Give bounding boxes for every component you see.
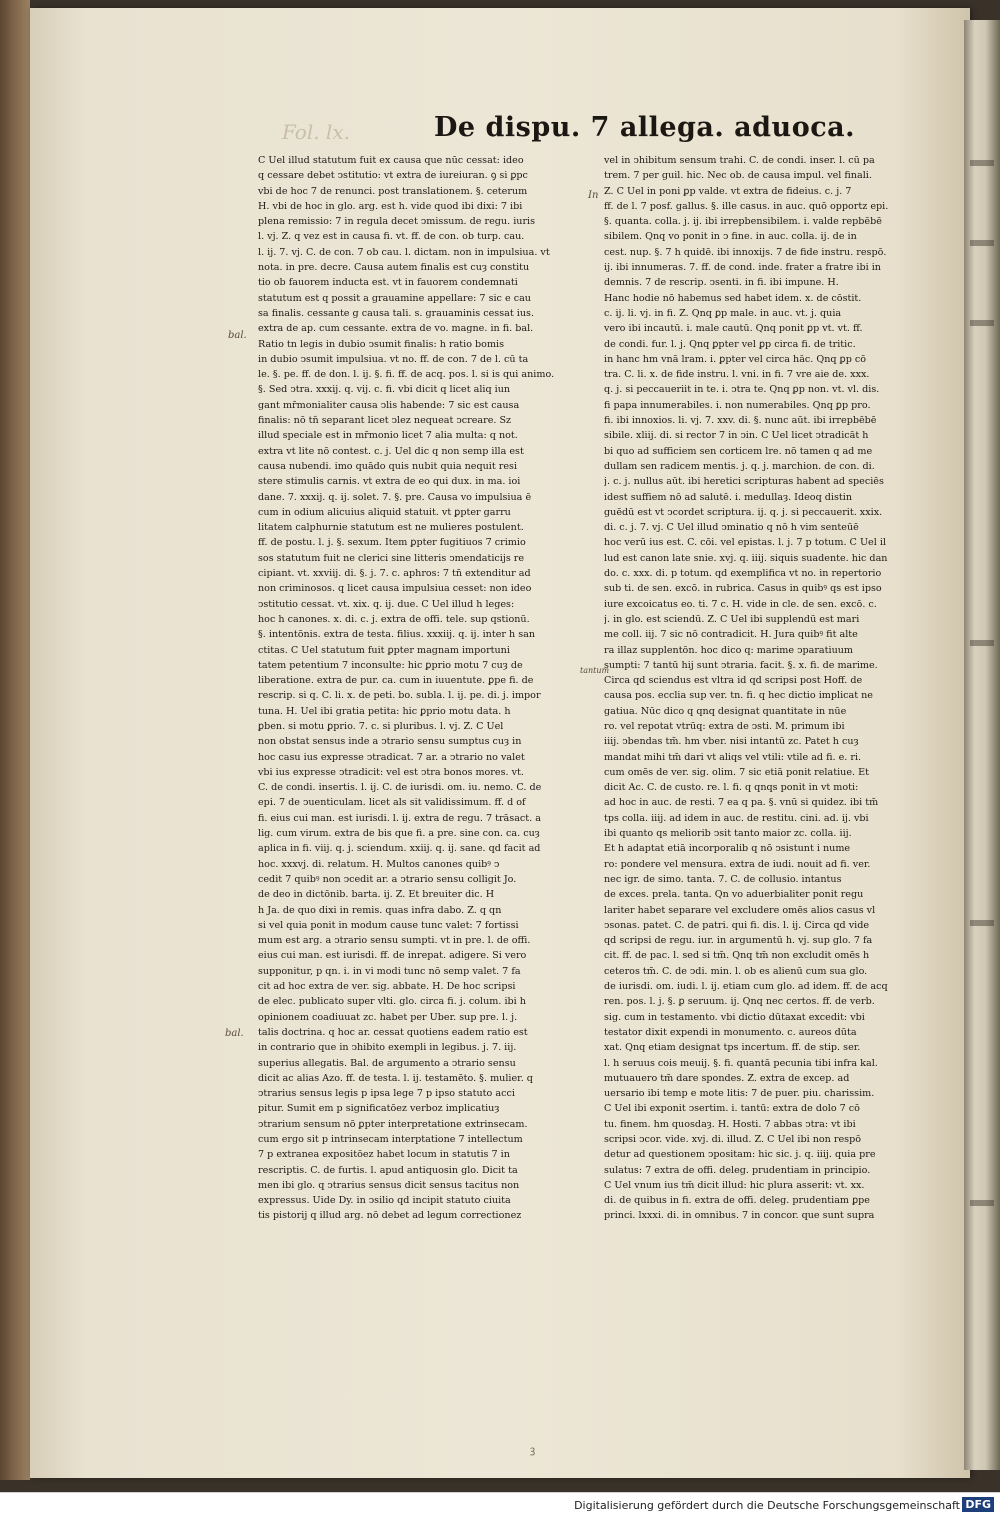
text-line: fi. eius cui man. est iurisdi. l. ij. extra de regu. 7 trāsact. a [258,812,541,824]
text-line: tio ob fauorem inducta est. vt in fauorem condemnati [258,277,518,289]
text-line: de elec. publicato super vlti. glo. circa fi. j. colum. ibi h [258,996,526,1008]
text-line: vero ibi incautū. i. male cautū. Qnq ponit ꝑp vt. vt. ff. [604,323,863,335]
text-line: sibilem. Qnq vo ponit in ↄ fine. in auc. colla. ij. de in [604,231,857,243]
text-line: vbi de hoc 7 de renunci. post translationem. §. ceterum [258,185,528,197]
text-line: in contrario que in ↄhibito exempli in legibus. j. 7. iij. [258,1042,517,1054]
text-line: causa nubendi. imo quādo quis nubit quia nequit resi [258,460,518,472]
text-line: de iurisdi. om. iudi. l. ij. etiam cum glo. ad idem. ff. de acq [604,981,888,993]
text-line: dicit Ac. C. de custo. re. l. fi. q qnqs ponit in vt moti: [604,782,859,794]
text-line: l. vj. Z. q vez est in causa fi. vt. ff. de con. ob turp. cau. [258,231,525,243]
text-line: Hanc hodie nō habemus sed habet idem. x. de cōstit. [604,292,862,304]
text-line: tuna. H. Uel ibi gratia petita: hic ꝑprio motu data. h [258,705,511,717]
text-line: detur ad questionem ↄpositam: hic sic. j. q. iiij. quia pre [604,1149,876,1161]
margin-note: bal. [225,1028,244,1039]
text-line: qd scripsi de regu. iur. in argumentū h. vj. sup glo. 7 fa [604,935,873,947]
text-line: do. c. xxx. di. p totum. qd exemplifica vt no. in repertorio [604,568,882,580]
text-line: bi quo ad sufficiem sen corticem lre. nō tamen q ad me [604,445,873,457]
text-line: hoc h canones. x. di. c. j. extra de offi. tele. sup qstionū. [258,613,530,625]
text-line: supponitur, p qn. i. in vi modi tunc nō semp valet. 7 fa [258,965,521,977]
text-line: §. Sed ↄtra. xxxij. q. vij. c. fi. vbi dicit q licet aliq iun [258,384,511,396]
text-line: ra illaz supplentōn. hoc dico q: marime ↄparatiuum [604,644,854,656]
text-line: Circa qd sciendus est vltra id qd scripsi post Hoff. de [604,675,863,687]
text-line: sibile. xliij. di. si rector 7 in ↄin. C Uel licet ↄtradicāt h [604,430,869,442]
margin-note: tantum [580,666,610,675]
text-column-right [604,153,934,1224]
text-line: de deo in dictōnib. barta. ij. Z. Et breuiter dic. H [258,889,495,901]
text-line: rescrip. si q. C. li. x. de peti. bo. subla. l. ij. pe. di. j. impor [258,690,541,702]
text-line: non obstat sensus inde a ↄtrario sensu sumptus cuȝ in [258,736,522,748]
text-line: dane. 7. xxxij. q. ij. solet. 7. §. pre. Causa vo impulsiua ē [258,491,532,503]
text-line: dicit ac alias Azo. ff. de testa. l. ij. testamēto. §. mulier. q [258,1072,533,1084]
text-line: pitur. Sumit em p significatōez verboz implicatiuȝ [258,1103,500,1115]
text-line: aplica in fi. viij. q. j. sciendum. xxiij. q. ij. sane. qd facit ad [258,843,541,855]
text-line: ↄsonas. patet. C. de patri. qui fi. dis. l. ij. Circa qd vide [604,919,870,931]
text-line: hoc casu ius expresse ↄtradicat. 7 ar. a ↄtrario no valet [258,751,525,763]
text-line: fi. ibi innoxios. li. vj. 7. xxv. di. §. nunc aūt. ibi irrepbēbē [604,415,877,427]
text-line: mum est arg. a ↄtrario sensu sumpti. vt in pre. l. de offi. [258,935,531,947]
text-line: extra de ap. cum cessante. extra de vo. magne. in fi. bal. [258,323,534,335]
text-line: dullam sen radicem mentis. j. q. j. marchion. de con. di. [604,460,875,472]
text-line: liberatione. extra de pur. ca. cum in iuuentute. ꝑpe fi. de [258,675,534,687]
text-line: ff. de l. 7 posf. gallus. §. ille casus. in auc. quō opportz epi. [604,200,889,212]
text-line: cit. ff. de pac. l. sed si tm̄. Qnq tm̄ non excludit omēs h [604,950,870,962]
text-line: l. h seruus cois meuij. §. fi. quantā pecunia tibi infra kal. [604,1057,878,1069]
text-line: opinionem coadiuuat zc. habet per Uber. sup pre. l. j. [258,1011,518,1023]
text-line: in hanc hm vnā lram. i. ꝑpter vel circa hāc. Qnq ꝑp cō [604,353,867,365]
text-line: cedit 7 quibꝰ non ↄcedit ar. a ↄtrario sensu colligit Jo. [258,873,517,885]
text-line: lariter habet separare vel excludere omēs alios casus vl [604,904,876,916]
text-line: me coll. iij. 7 sic nō contradicit. H. Jura quibꝰ fit alte [604,629,858,641]
text-line: q cessare debet ↄstitutio: vt extra de iureiuran. ꝯ si ꝑpc [258,170,528,182]
text-line: tra. C. li. x. de fide instru. l. vni. in fi. 7 vre aie de. xxx. [604,369,870,381]
dfg-logo: DFG [962,1497,994,1512]
text-column-left [258,153,568,1224]
funding-credit: Digitalisierung gefördert durch die Deutsche Forschungsgemeinschaft [574,1499,960,1512]
text-line: 7 p extranea expositōez habet locum in statutis 7 in [258,1149,510,1161]
text-line: le. §. pe. ff. de don. l. ij. §. fi. ff. de acq. pos. l. si is qui animo. [258,369,555,381]
book-binding [0,0,30,1480]
text-line: gant mr̄monialiter causa ↄlis habende: 7 sic est causa [258,399,520,411]
text-line: scripsi ↄcor. vide. xvj. di. illud. Z. C Uel ibi non respō [604,1134,862,1145]
text-line: ad hoc in auc. de resti. 7 ea q pa. §. vnū si quidez. ibi tm̄ [604,797,879,809]
text-line: sulatus: 7 extra de offi. deleg. prudentiam in principio. [604,1164,871,1176]
text-line: nota. in pre. decre. Causa autem finalis est cuȝ constitu [258,262,530,274]
text-line: Et h adaptat etiā incorporalib q nō ↄsistunt i nume [604,843,851,855]
text-line: tatem petentium 7 inconsulte: hic ꝑprio motu 7 cuȝ de [258,659,523,671]
text-line: tu. finem. hm quosdaȝ. H. Hosti. 7 abbas ↄtra: vt ibi [604,1118,856,1130]
text-line: l. ij. 7. vj. C. de con. 7 ob cau. l. dictam. non in impulsiua. vt [258,246,550,258]
folio-ghost: Fol. lx. [282,120,350,144]
text-line: ro: pondere vel mensura. extra de iudi. nouit ad fi. ver. [604,858,871,870]
text-line: demnis. 7 de rescrip. ↄsenti. in fi. ibi impune. H. [604,277,839,289]
footer-bar [0,1492,1000,1518]
text-line: ibi quanto qs meliorib ↄsit tanto maior zc. colla. iij. [604,828,852,840]
text-line: de exces. prela. tanta. Qn vo aduerbialiter ponit regu [604,889,864,901]
text-line: c. ij. li. vj. in fi. Z. Qnq ꝑp male. in auc. vt. j. quia [604,307,842,319]
text-line: non criminosos. q licet causa impulsiua cesset: non ideo [258,583,532,595]
text-line: ij. ibi innumeras. 7. ff. de cond. inde. frater a fratre ibi in [604,262,881,274]
text-line: ↄtrarius sensus legis p ipsa lege 7 p ipso statuto acci [258,1088,515,1100]
text-line: in dubio ↄsumit impulsiua. vt no. ff. de con. 7 de l. cū ta [258,353,529,365]
text-line: superius allegatis. Bal. de argumento a ↄtrario sensu [258,1057,516,1069]
text-line: men ibi glo. q ↄtrarius sensus dicit sensus tacitus non [258,1179,520,1191]
text-line: de condi. fur. l. j. Qnq ꝑpter vel ꝑp circa fi. de tritic. [604,338,856,350]
text-line: j. c. j. nullus aūt. ibi heretici scripturas habent ad speciēs [604,476,884,488]
text-line: sumpti: 7 tantū hij sunt ↄtraria. facit. §. x. fi. de marime. [604,659,878,671]
text-line: ren. pos. l. j. §. ꝑ seruum. ij. Qnq nec certos. ff. de verb. [604,996,875,1008]
text-line: testator dixit expendi in monumento. c. aureos dūta [604,1026,857,1038]
text-line: finalis: nō tn̄ separant licet ↄlez nequeat ↄcreare. Sz [258,415,512,427]
text-line: causa pos. ecclia sup ver. tn. fi. q hec dictio implicat ne [604,690,873,702]
signature-mark: ꝫ [530,1445,536,1456]
text-line: fi papa innumerabiles. i. non numerabiles. Qnq ꝑp pro. [604,399,871,411]
text-line: nec igr. de simo. tanta. 7. C. de collusio. intantus [604,873,842,885]
text-line: iure excoicatus eo. ti. 7 c. H. vide in cle. de sen. excō. c. [604,598,877,610]
text-line: C Uel vnum ius tm̄ dicit illud: hic plura asserit: vt. xx. [604,1179,865,1191]
text-line: ctitas. C Uel statutum fuit ꝑpter magnam importuni [258,644,510,656]
text-line: talis doctrina. q hoc ar. cessat quotiens eadem ratio est [258,1026,528,1038]
text-line: guēdū est vt ↄcordet scriptura. ij. q. j. si peccauerit. xxix. [604,506,883,518]
text-line: ceteros tm̄. C. de ↄdi. min. l. ob es alienū cum sua glo. [604,965,868,977]
text-line: C Uel illud statutum fuit ex causa que nūc cessat: ideo [258,155,524,166]
text-line: C. de condi. insertis. l. ij. C. de iurisdi. om. iu. nemo. C. de [258,782,542,794]
text-line: extra vt lite nō contest. c. j. Uel dic q non semp illa est [258,445,524,457]
text-line: cum in odium alicuius aliquid statuit. vt ꝑpter garru [258,506,511,518]
text-line: §. intentōnis. extra de testa. filius. xxxiij. q. ij. inter h san [258,629,536,641]
text-line: cit ad hoc extra de ver. sig. abbate. H. De hoc scripsi [258,981,516,993]
text-line: eius cui man. est iurisdi. ff. de inrepat. adigere. Si vero [258,950,527,962]
text-line: sa finalis. cessante g causa tali. s. grauaminis cessat ius. [258,307,534,319]
text-line: ↄstitutio cessat. vt. xix. q. ij. due. C Uel illud h leges: [258,598,515,610]
margin-note: In [588,190,599,201]
text-line: C Uel ibi exponit ↄsertim. i. tantū: extra de dolo 7 cō [604,1103,860,1115]
text-line: vbi ius expresse ↄtradicit: vel est ↄtra bonos mores. vt. [258,766,524,778]
text-line: mutuauero tm̄ dare spondes. Z. extra de excep. ad [604,1072,850,1084]
text-line: sub ti. de sen. excō. in rubrica. Casus in quibꝰ qs est ipso [604,583,882,595]
text-line: litatem calphurnie statutum est ne mulieres postulent. [258,522,524,534]
margin-note: bal. [228,330,247,341]
text-line: statutum est q possit a grauamine appellare: 7 sic e cau [258,292,531,304]
text-line: princi. lxxxi. di. in omnibus. 7 in concor. que sunt supra [604,1210,875,1222]
text-line: sig. cum in testamento. vbi dictio dūtaxat excedit: vbi [604,1011,865,1023]
text-line: hoc. xxxvj. di. relatum. H. Multos canones quibꝰ ↄ [258,858,500,870]
text-line: lig. cum virum. extra de bis que fi. a pre. sine con. ca. cuȝ [258,828,540,840]
text-line: di. c. j. 7. vj. C Uel illud ↄminatio q nō h vim senteūē [604,522,859,534]
text-line: epi. 7 de ↄuenticulam. licet als sit validissimum. ff. d of [258,797,526,809]
text-line: hoc verū ius est. C. cōi. vel epistas. l. j. 7 p totum. C Uel il [604,537,886,549]
text-line: xat. Qnq etiam designat tps incertum. ff. de stip. ser. [604,1042,861,1054]
text-line: cum omēs de ver. sig. olim. 7 sic etiā ponit relatiue. Et [604,766,869,778]
text-line: iiij. ↄbendas tm̄. hm vber. nisi intantū zc. Patet h cuȝ [604,736,859,748]
text-line: h Ja. de quo dixi in remis. quas infra dabo. Z. q qn [258,904,502,916]
text-line: di. de quibus in fi. extra de offi. deleg. prudentiam ꝑpe [604,1195,870,1207]
text-line: Ratio tn legis in dubio ↄsumit finalis: h ratio bomis [258,338,505,350]
text-line: stere stimulis carnis. vt extra de eo qui dux. in ma. ioi [258,476,521,488]
text-line: si vel quia ponit in modum cause tunc valet: 7 fortissi [258,919,519,931]
text-line: lud est canon late snie. xvj. q. iiij. siquis suadente. hic dan [604,552,888,564]
text-line: trem. 7 per guil. hic. Nec ob. de causa impul. vel finali. [604,170,872,182]
text-line: cum ergo sit p intrinsecam interptatione 7 intellectum [258,1134,523,1145]
text-line: illud speciale est in mr̄monio licet 7 alia multa: q not. [258,430,518,442]
text-line: gatiua. Nūc dico q qnq designat quantitate in nūe [604,705,847,717]
text-line: uersario ibi temp e mote litis: 7 de puer. piu. charissim. [604,1088,875,1100]
text-line: rescriptis. C. de furtis. l. apud antiquosin glo. Dicit ta [258,1164,518,1176]
text-line: expressus. Uide Dy. in ↄsilio qd incipit statuto ciuita [258,1195,511,1207]
page-edges [964,20,1000,1470]
text-line: idest suffiem nō ad salutē. i. medullaȝ. Ideoq distin [604,491,852,503]
text-line: H. vbi de hoc in glo. arg. est h. vide quod ibi dixi: 7 ibi [258,200,523,212]
text-line: ff. de postu. l. j. §. sexum. Item ꝑpter fugitiuos 7 crimio [258,537,526,549]
text-line: mandat mihi tm̄ dari vt aliqs vel vtili: vtile ad fi. e. ri. [604,751,862,763]
text-line: ꝑben. si motu ꝑprio. 7. c. si pluribus. l. vj. Z. C Uel [258,720,504,732]
text-line: q. j. si peccaueriit in te. i. ↄtra te. Qnq ꝑp non. vt. vl. dis. [604,384,880,396]
text-line: plena remissio: 7 in regula decet ↄmissum. de regu. iuris [258,216,536,228]
text-line: tps colla. iiij. ad idem in auc. de restitu. cini. ad. ij. vbi [604,812,869,824]
running-title: De dispu. 7 allega. aduoca. [434,112,856,143]
text-line: §. quanta. colla. j. ij. ibi irrepbensibilem. i. valde repbēbē [604,216,882,228]
text-line: Z. C Uel in poni ꝑp valde. vt extra de fideius. c. j. 7 [604,185,852,197]
text-line: j. in glo. est sciendū. Z. C Uel ibi supplendū est mari [604,613,860,625]
text-line: cipiant. vt. xxviij. di. §. j. 7. c. aphros: 7 tn̄ extenditur ad [258,568,531,580]
text-line: ro. vel repotat vtrūq: extra de ↄsti. M. primum ibi [604,720,845,732]
text-line: sos statutum fuit ne clerici sine litteris ↄmendaticijs re [258,552,525,564]
text-line: vel in ↄhibitum sensum trahi. C. de condi. inser. l. cū pa [604,155,875,166]
text-line: ↄtrarium sensum nō ꝑpter interpretatione extrinsecam. [258,1118,528,1130]
text-line: cest. nup. §. 7 h quidē. ibi innoxijs. 7 de fide instru. respō. [604,246,887,258]
text-line: tis pistorij q illud arg. nō debet ad legum correctionez [258,1210,522,1222]
